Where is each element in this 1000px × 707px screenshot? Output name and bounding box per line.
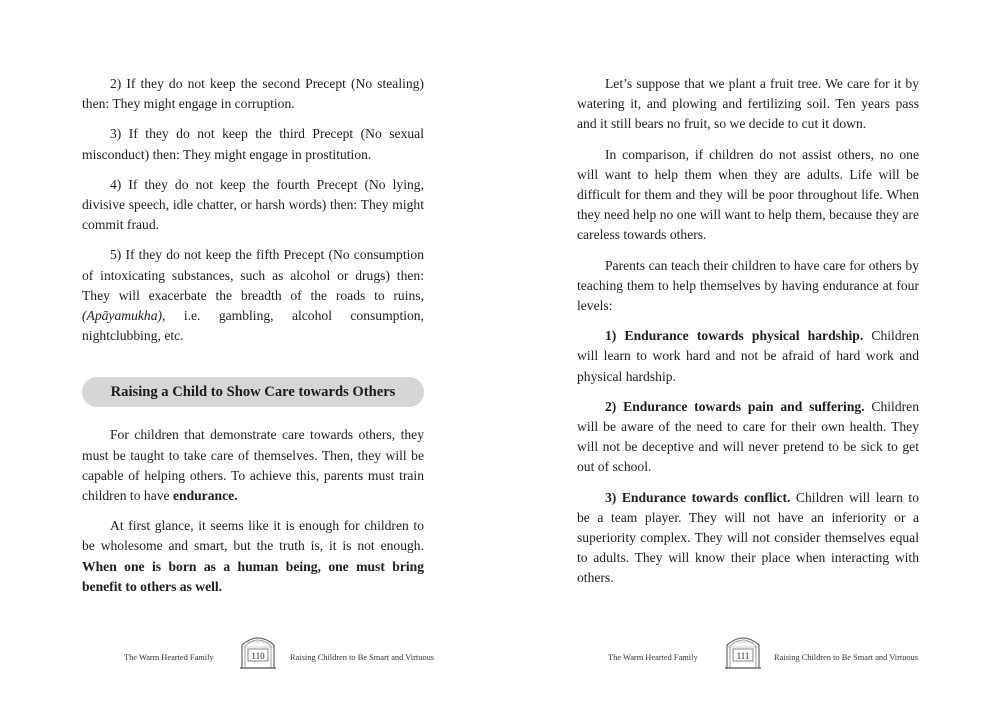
- left-page-body: [82, 74, 424, 607]
- endurance-conflict-text: Children will learn to be a team player. They will not have an inferiority or a superiority complex. They will not consider themselves equal to adults. They will know their place when interacting with others.: [577, 489, 919, 586]
- left-page: [82, 0, 435, 707]
- first-glance-text: At first glance, it seems like it is enough for children to be wholesome and smart, but the truth is, it is not enough.: [82, 518, 424, 554]
- footer-chapter-title: Raising Children to Be Smart and Virtuous: [290, 653, 435, 662]
- fifth-precept-text-end: , i.e. gambling, alcohol consumption, nightclubbing, etc.: [82, 308, 424, 344]
- paragraph-four-levels: Parents can teach their children to have care for others by teaching them to help themselves by having endurance at four levels:: [577, 257, 919, 314]
- endurance-pain-text: Children will be aware of the need to care for their own health. They will not be deceptive and will never pretend to be sick to get out of school.: [577, 398, 919, 475]
- right-page-footer: [577, 633, 919, 669]
- footer-book-title: The Warm Hearted Family: [608, 653, 698, 662]
- endurance-physical-title: 1) Endurance towards physical hardship.: [605, 328, 864, 344]
- footer-book-title: The Warm Hearted Family: [124, 653, 214, 662]
- paragraph-third-precept: 3) If they do not keep the third Precept (No sexual misconduct) then: They might engage in prostitution.: [82, 126, 424, 162]
- section-heading-text: Raising a Child to Show Care towards Others: [110, 383, 396, 400]
- endurance-pain-title: 2) Endurance towards pain and suffering.: [605, 398, 865, 414]
- paragraph-fourth-precept: 4) If they do not keep the fourth Precept (No lying, divisive speech, idle chatter, or harsh words) then: They might commit fraud.: [82, 176, 424, 233]
- footer-chapter-title: Raising Children to Be Smart and Virtuous: [774, 653, 919, 662]
- footer-page-number: 111: [736, 651, 750, 661]
- endurance-conflict-title: 3) Endurance towards conflict.: [605, 489, 791, 505]
- right-page-body: [577, 74, 919, 599]
- left-page-footer: [82, 633, 435, 669]
- fifth-precept-text: 5) If they do not keep the fifth Precept (No consumption of intoxicating substances, such as alcohol or drugs) then: They will exacerbate the breadth of the roads to ruins,: [82, 247, 424, 303]
- benefit-others-emphasis: When one is born as a human being, one must bring benefit to others as well.: [82, 558, 424, 594]
- endurance-emphasis: endurance.: [172, 488, 238, 504]
- paragraph-care-towards-others: [82, 425, 424, 506]
- endurance-physical-text: Children will learn to work hard and not be afraid of hard work and physical hardship.: [577, 328, 919, 384]
- section-heading: [82, 377, 424, 407]
- care-text: For children that demonstrate care towards others, they must be taught to take care of themselves. Then, they will be capable of helping others. To achieve this, parents must train children to have: [82, 427, 424, 504]
- paragraph-first-glance: [82, 516, 424, 597]
- paragraph-endurance-conflict: [577, 488, 919, 589]
- paragraph-fruit-tree: Let’s suppose that we plant a fruit tree. We care for it by watering it, and plowing and fertilizing soil. Ten years pass and it still bears no fruit, so we decide to cut it down.: [577, 76, 919, 132]
- apayamukha-term: (Apāyamukha): [82, 308, 163, 324]
- right-page: [577, 0, 919, 707]
- paragraph-fifth-precept: [82, 245, 424, 346]
- paragraph-second-precept: 2) If they do not keep the second Precept (No stealing) then: They might engage in corruption.: [82, 76, 424, 112]
- footer-page-number: 110: [251, 651, 265, 661]
- paragraph-endurance-physical: [577, 326, 919, 387]
- paragraph-endurance-pain: [577, 397, 919, 478]
- paragraph-comparison: In comparison, if children do not assist others, no one will want to help them when they are adults. Life will be difficult for them and they will be poor throughout life. When they need help no one will want to help them, because they are careless towards others.: [577, 146, 919, 243]
